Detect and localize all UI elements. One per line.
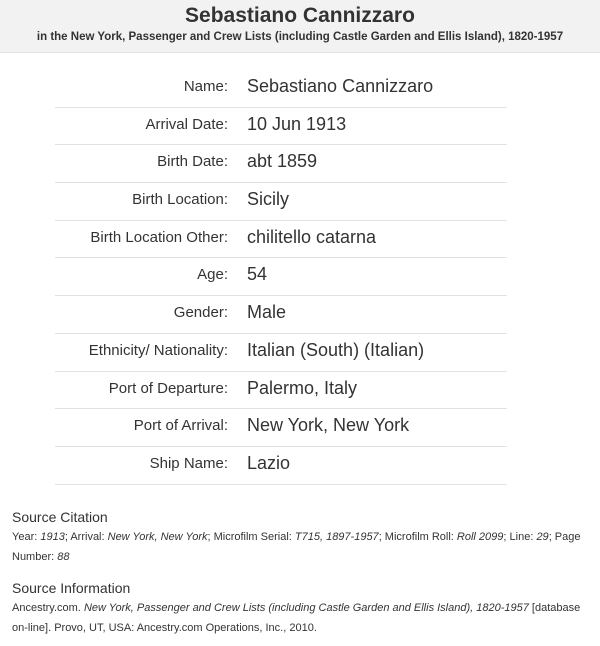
field-value: Sicily bbox=[247, 189, 290, 210]
field-value: New York, New York bbox=[247, 415, 410, 436]
field-label: Arrival Date: bbox=[145, 115, 228, 133]
field-label: Birth Date: bbox=[157, 153, 228, 171]
field-label: Port of Arrival: bbox=[133, 417, 228, 435]
field-label: Age: bbox=[197, 266, 228, 284]
field-row-port-of-departure bbox=[0, 372, 600, 410]
collection-subtitle: in the New York, Passenger and Crew Lists (including Castle Garden and Ellis Island), 1820-1957 bbox=[36, 31, 564, 43]
field-row-name bbox=[0, 70, 600, 108]
field-label: Birth Location: bbox=[132, 191, 228, 209]
field-value: chilitello catarna bbox=[247, 226, 377, 247]
field-value: abt 1859 bbox=[247, 151, 318, 172]
field-row-gender bbox=[0, 296, 600, 334]
citation-arrival: New York, New York bbox=[107, 531, 208, 543]
citation-label: ; Arrival: bbox=[64, 531, 108, 543]
source-citation-section bbox=[12, 508, 592, 567]
source-information-heading: Source Information bbox=[12, 580, 131, 596]
field-row-ethnicity-nationality bbox=[0, 334, 600, 372]
field-row-birth-location bbox=[0, 183, 600, 221]
citation-microfilm-roll: Roll 2099 bbox=[456, 531, 504, 543]
citation-microfilm-serial: T715, 1897-1957 bbox=[294, 531, 379, 543]
source-publication-details: [database on-line]. Provo, UT, USA: Ancestry.com Operations, Inc., 2010. bbox=[12, 602, 581, 634]
source-information-section bbox=[12, 579, 592, 638]
field-value: Italian (South) (Italian) bbox=[247, 339, 425, 360]
field-value: Lazio bbox=[247, 452, 291, 473]
source-citation-text bbox=[12, 528, 592, 567]
source-publisher: Ancestry.com. bbox=[12, 602, 84, 614]
citation-line: 29 bbox=[536, 531, 549, 543]
source-information-text bbox=[12, 599, 592, 638]
field-row-birth-date bbox=[0, 145, 600, 183]
field-row-port-of-arrival bbox=[0, 409, 600, 447]
citation-page: 88 bbox=[57, 550, 70, 563]
field-row-birth-location-other bbox=[0, 221, 600, 259]
field-value: Sebastiano Cannizzaro bbox=[247, 76, 434, 96]
field-label: Birth Location Other: bbox=[90, 228, 228, 246]
record-header bbox=[0, 0, 600, 53]
field-value: 10 Jun 1913 bbox=[247, 113, 347, 134]
field-label: Port of Departure: bbox=[108, 379, 228, 397]
field-label: Ethnicity/ Nationality: bbox=[88, 341, 228, 359]
citation-label: ; Page Number: bbox=[12, 531, 581, 563]
field-row-age bbox=[0, 258, 600, 296]
page-title: Sebastiano Cannizzaro bbox=[185, 4, 415, 27]
field-value: Palermo, Italy bbox=[247, 377, 358, 398]
field-label: Name: bbox=[183, 78, 228, 95]
field-label: Gender: bbox=[173, 304, 228, 322]
citation-label: ; Microfilm Roll: bbox=[378, 531, 457, 543]
field-row-arrival-date bbox=[0, 108, 600, 146]
field-value: Male bbox=[247, 302, 287, 323]
field-label: Ship Name: bbox=[149, 454, 228, 472]
field-row-ship-name bbox=[0, 447, 600, 485]
source-citation-heading: Source Citation bbox=[12, 509, 108, 525]
citation-label: Year: bbox=[12, 531, 41, 543]
record-fields-table bbox=[0, 70, 600, 485]
source-database-title: New York, Passenger and Crew Lists (including Castle Garden and Ellis Island), 1820-1957 bbox=[83, 602, 529, 614]
row-divider bbox=[55, 484, 507, 485]
citation-label: ; Line: bbox=[503, 531, 537, 543]
citation-year: 1913 bbox=[40, 531, 65, 543]
field-value: 54 bbox=[247, 264, 268, 285]
citation-label: ; Microfilm Serial: bbox=[207, 531, 295, 543]
